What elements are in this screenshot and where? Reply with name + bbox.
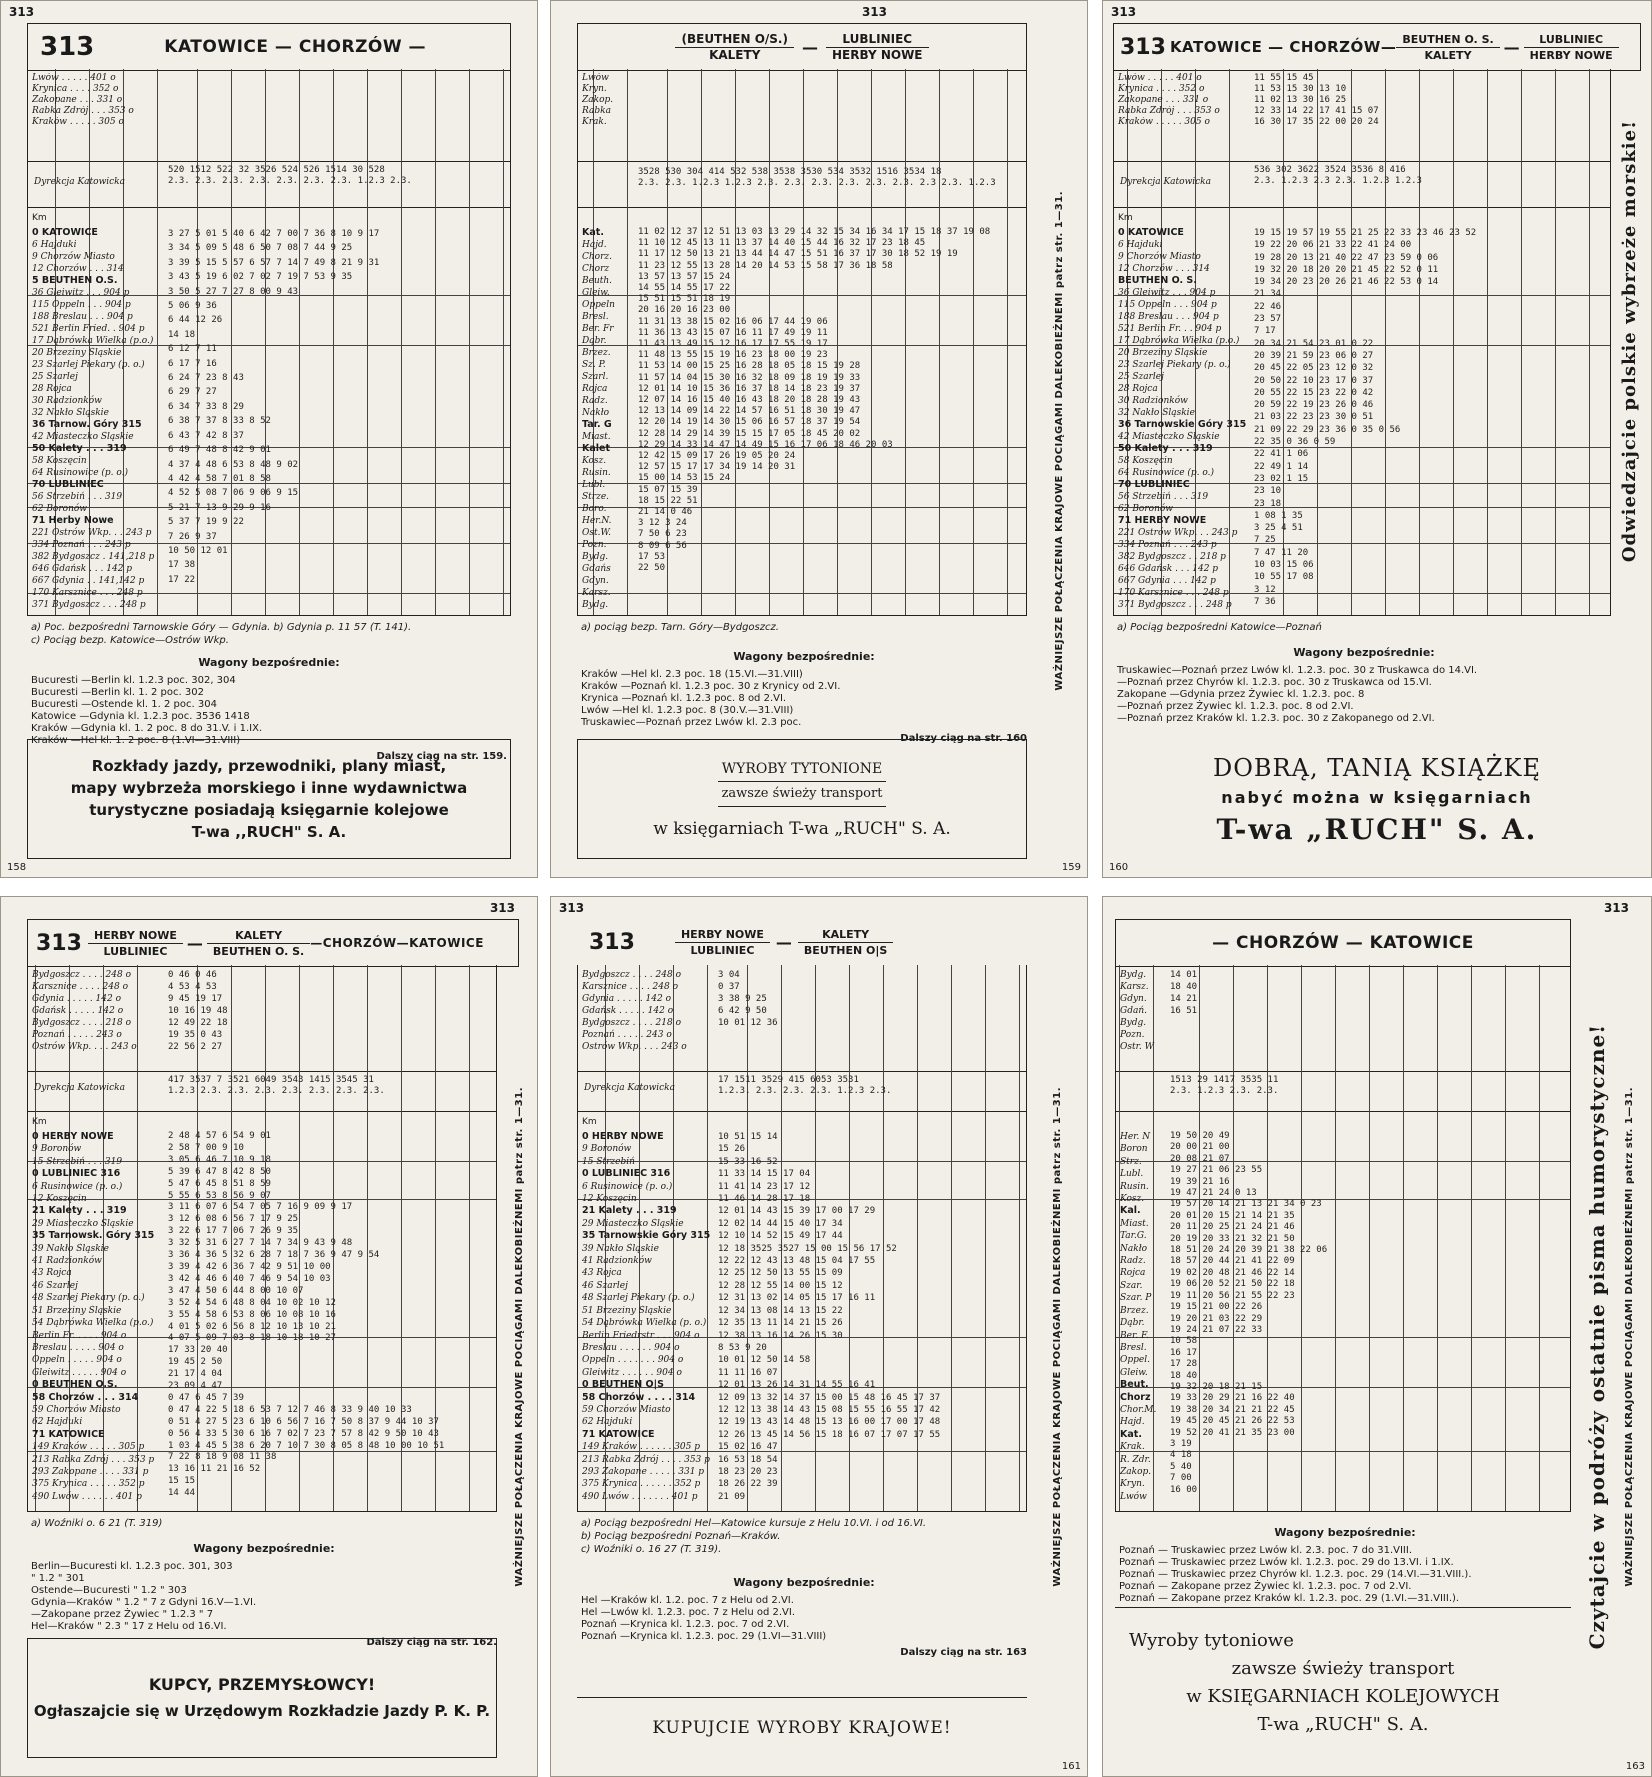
origin-station-list: Bydgoszcz . . . . 248 o Karsznice . . . . 248 o Gdynia . . . . . 142 o Gdańsk . . . . . 142 o Bydgoszcz . . . . 218 o Poznań . . . . . 243 o Ostrów Wkp. . . . 243 o bbox=[32, 970, 137, 1052]
train-number-rows: 17 1511 3529 415 6053 3531 1.2.3. 2.3. 2.3. 2.3. 1.2.3 2.3. bbox=[718, 1075, 892, 1096]
table-number: 313 bbox=[589, 929, 635, 955]
station-list: Kat. Hajd. Chorz. Chorz Beuth. Gleiw. Oppeln Bresl. Ber. Fr Dąbr. Brzez. Sz. P. Szarl. Rojca Radz. Nakło Tar. G Miast. Kalet Kosz. Rusin. Lubl. Strze. Boro. Her.N. Ost.W. Pozn. Bydg. Gdańs Gdyn. Karsz. Bydg. bbox=[582, 227, 615, 610]
time-rows: 10 51 15 14 15 26 15 33 16 52 11 33 14 15 17 04 11 41 14 23 17 12 11 46 14 28 17 18 12 01 14 43 15 39 17 00 17 29 12 02 14 44 15 40 17 34 12 10 14 52 15 49 17 44 12 18 3525 3527 15 00 15 56 17 52 12 22 12 43 13 48 15 04 17 55 12 25 12 50 13 55 15 09 12 28 12 55 14 00 15 12 12 31 13 02 14 05 15 17 16 11 12 34 13 08 14 13 15 22 12 35 13 11 14 21 15 26 12 38 13 16 14 26 15 30 8 53 9 20 10 01 12 50 14 58 11 11 16 07 12 01 13 26 14 31 14 55 16 41 12 09 13 32 14 37 15 00 15 48 16 45 17 37 12 12 13 38 14 43 15 08 15 55 16 55 17 42 12 19 13 43 14 48 15 13 16 00 17 00 17 48 12 26 13 45 14 56 15 18 16 07 17 07 17 55 15 02 16 47 16 53 18 54 18 23 20 23 18 26 22 39 21 09 bbox=[718, 1132, 941, 1502]
direction-label: Dyrekcja Katowicka bbox=[1120, 177, 1212, 187]
train-number-rows: 1513 29 1417 3535 11 2.3. 1.2.3 2.3. 2.3. bbox=[1170, 1075, 1279, 1096]
side-banner: WAŻNIEJSZE POŁĄCZENIA KRAJOWE POCIĄGAMI DALEKOBIEŻNEMI patrz str. 1—31. bbox=[1051, 1087, 1063, 1587]
side-banner: WAŻNIEJSZE POŁĄCZENIA KRAJOWE POCIĄGAMI DALEKOBIEŻNEMI patrz str. 1—31. bbox=[1623, 1087, 1635, 1587]
direction-label: Dyrekcja Katowicka bbox=[34, 1083, 126, 1093]
origin-connections-block bbox=[577, 965, 1027, 1072]
timetable-page-161 bbox=[550, 896, 1088, 1777]
through-coaches: Wagony bezpośrednie: Truskawiec—Poznań przez Lwów kl. 1.2.3. poc. 30 z Truskawca do 14.VI. —Poznań przez Chyrów kl. 1.2.3. poc. 30 z Truskawca od 15.VI. Zakopane —Gdynia przez Żywiec kl. 1.2.3. poc. 8 —Poznań przez Żywiec kl. 1.2.3. poc. 8 od 2.VI. —Poznań przez Kraków kl. 1.2.3. poc. 30 z Zakopanego od 2.VI. bbox=[1117, 646, 1478, 724]
train-number-rows: 417 3537 7 3521 6049 3543 1415 3545 31 1.2.3 2.3. 2.3. 2.3. 2.3. 2.3. 2.3. 2.3. bbox=[168, 1075, 385, 1096]
time-rows: 11 02 12 37 12 51 13 03 13 29 14 32 15 34 16 34 17 15 18 37 19 08 11 10 12 45 13 11 13 37 14 40 15 44 16 32 17 23 18 45 11 17 12 50 13 21 13 44 14 47 15 51 16 37 17 30 18 52 19 19 11 23 12 55 13 28 14 20 14 53 15 58 17 36 18 58 13 57 13 57 15 24 14 55 14 55 17 22 15 51 15 51 18 19 20 16 20 16 23 00 11 31 13 38 15 02 16 06 17 44 19 06 11 36 13 43 15 07 16 11 17 49 19 11 11 43 13 49 15 12 16 17 17 55 19 17 11 48 13 55 15 19 16 23 18 00 19 23 11 53 14 00 15 25 16 28 18 05 18 15 19 28 11 57 14 04 15 30 16 32 18 09 18 19 19 33 12 01 14 10 15 36 16 37 18 14 18 23 19 37 12 07 14 16 15 40 16 43 18 20 18 28 19 43 12 13 14 09 14 22 14 57 16 51 18 30 19 47 12 20 14 19 14 30 15 06 16 57 18 37 19 54 12 28 14 29 14 39 15 15 17 05 18 45 20 02 12 29 14 33 14 47 14 49 15 16 17 06 18 46 20 03 12 42 15 09 17 26 19 05 20 24 12 57 15 17 17 34 19 14 20 31 15 00 14 53 15 24 15 07 15 39 18 15 22 51 21 14 0 46 3 12 3 24 7 50 6 23 8 09 6 56 17 53 22 50 bbox=[638, 227, 991, 574]
train-number-block bbox=[577, 161, 1027, 208]
page-section-number: 313 bbox=[559, 901, 585, 915]
origin-connections-block bbox=[577, 69, 1027, 162]
through-coaches: Wagony bezpośrednie: Berlin—Bucuresti kl. 1.2.3 poc. 301, 303 " 1.2 " 301 Ostende—Bucuresti " 1.2 " 303 Gdynia—Kraków " 1.2 " 7 z Gdyni 16.V—1.VI. —Zakopane przez Żywiec " 1.2.3 " 7 Hel—Kraków " 2.3 " 17 z Helu od 16.VI. Dalszy ciąg na str. 162. bbox=[31, 1542, 497, 1648]
origin-station-list: Lwów . . . . . 401 o Krynica . . . . 352 o Zakopane . . . 331 o Rabka Zdrój . . . 353 o Kraków . . . . . 305 o bbox=[32, 73, 134, 127]
train-number-block bbox=[1113, 161, 1611, 208]
through-coaches: Wagony bezpośrednie: Poznań — Truskawiec przez Lwów kl. 2.3. poc. 7 do 31.VIII. Poznań — Truskawiec przez Lwów kl. 1.2.3. poc. 29 do 13.VI. i 1.IX. Poznań — Truskawiec przez Chyrów kl. 1.2.3. poc. 29 (14.VI.—31.VIII.). Poznań — Zakopane przez Żywiec kl. 1.2.3. poc. 7 od 2.VI. Poznań — Zakopane przez Kraków kl. 1.2.3. poc. 29 (1.VI.—31.VIII.). bbox=[1119, 1526, 1472, 1604]
timetable-body bbox=[577, 1111, 1027, 1512]
page-number: 160 bbox=[1109, 862, 1129, 873]
timetable-page-159 bbox=[550, 0, 1088, 878]
continued-note: Dalszy ciąg na str. 160 bbox=[900, 733, 1027, 744]
station-list: 0 KATOWICE 6 Hajduki 9 Chorzów Miasto 12 Chorzów . . . 314 5 BEUTHEN O.S. 36 Gleiwitz . . . 904 p 115 Oppeln . . . 904 p 188 Breslau . . . 904 p 521 Berlin Fried. . 904 p 17 Dąbrówka Wielka (p.o.) 20 Brzeziny Śląskie 23 Szarlej Piekary (p. o.) 25 Szarlej 28 Rojca 30 Radzionków 32 Nakło Śląskie 36 Tarnow. Góry 315 42 Miasteczko Śląskie 50 Kalety . . . 319 58 Koszęcin 64 Rusinowice (p. o.) 70 LUBLINIEC 56 Strzebiń . . . 319 62 Boronów 71 Herby Nowe 221 Ostrów Wkp. . . 243 p 334 Poznań . . . 243 p 382 Bydgoszcz . 141,218 p 646 Gdańsk . . . 142 p 667 Gdynia . . 141,142 p 170 Karsznice . . . 248 p 371 Bydgoszcz . . . 248 p bbox=[32, 227, 155, 610]
side-banner: WAŻNIEJSZE POŁĄCZENIA KRAJOWE POCIĄGAMI DALEKOBIEŻNEMI patrz str. 1—31. bbox=[513, 1087, 525, 1587]
route-block-b: LUBLINIEC HERBY NOWE bbox=[826, 32, 929, 63]
time-rows: 19 50 20 49 20 00 21 00 20 08 21 07 19 27 21 06 23 55 19 39 21 16 19 47 21 24 0 13 19 57 20 14 21 13 21 34 0 23 20 01 20 15 21 14 21 35 20 11 20 25 21 24 21 46 20 19 20 33 21 32 21 50 18 51 20 24 20 39 21 38 22 06 18 57 20 44 21 41 22 09 19 02 20 48 21 46 22 14 19 06 20 52 21 50 22 18 19 11 20 56 21 55 22 23 19 15 21 00 22 26 19 20 21 03 22 29 19 24 21 07 22 33 10 58 16 17 17 28 18 40 19 32 20 18 21 15 19 33 20 29 21 16 22 40 19 38 20 34 21 21 22 45 19 45 20 45 21 26 22 53 19 52 20 41 21 35 23 00 3 19 4 18 5 40 7 00 16 00 bbox=[1170, 1131, 1328, 1495]
origin-station-list: Bydg. Karsz. Gdyn. Gdań. Bydg. Pozn. Ostr. W bbox=[1120, 970, 1154, 1052]
route-title: KATOWICE — CHORZÓW— bbox=[1169, 38, 1397, 56]
page-section-number: 313 bbox=[9, 5, 35, 19]
origin-station-list: Lwów Kryn. Zakop. Rabka Krak. bbox=[582, 73, 614, 127]
table-number: 313 bbox=[40, 32, 95, 62]
timetable-page-160 bbox=[1102, 0, 1652, 878]
table-header bbox=[27, 23, 511, 71]
footnotes: a) Woźniki o. 6 21 (T. 319) bbox=[31, 1518, 163, 1529]
train-number-block bbox=[577, 1071, 1027, 1112]
station-list: 0 HERBY NOWE 9 Boronów 15 Strzebiń 0 LUBLINIEC 316 6 Rusinowice (p. o.) 12 Koszęcin 21 Kalety . . . 319 29 Miasteczko Śląskie 35 Tarnowskie Góry 315 39 Nakło Śląskie 41 Radzionków 43 Rojca 46 Szarlej 48 Szarlej Piekary (p. o.) 51 Brzeziny Śląskie 54 Dąbrówka Wielka (p. o.) Berlin Friedrstr . . . 904 o Breslau . . . . . . 904 o Oppeln . . . . . . . 904 o Gleiwitz . . . . . . 904 o 0 BEUTHEN O|S 58 Chorzów . . . . 314 59 Chorzów Miasto 62 Hajduki 71 KATOWICE 149 Kraków . . . . . . 305 p 213 Rabka Zdrój . . . . 353 p 293 Zakopane . . . . . 331 p 375 Krynica . . . . . . 352 p 490 Lwów . . . . . . . 401 p bbox=[582, 1131, 711, 1502]
km-label: Km bbox=[1118, 213, 1133, 223]
advertisement-tobacco-stations: Wyroby tytoniowe zawsze świeży transport w KSIĘGARNIACH KOLEJOWYCH T-wa „RUCH" S. A. bbox=[1115, 1607, 1571, 1758]
advertisement-domestic: KUPUJCIE WYROBY KRAJOWE! bbox=[577, 1697, 1027, 1758]
time-rows: 2 48 4 57 6 54 9 01 2 58 7 00 9 10 3 05 6 46 7 10 9 18 5 39 6 47 8 42 8 50 5 47 6 45 8 51 8 59 5 55 6 53 8 56 9 07 3 11 6 07 6 54 7 05 7 16 9 09 9 17 3 12 6 08 6 56 7 17 9 25 3 22 6 17 7 06 7 26 9 35 3 32 5 31 6 27 7 14 7 34 9 43 9 48 3 36 4 36 5 32 6 28 7 18 7 36 9 47 9 54 3 39 4 42 6 36 7 42 9 51 10 00 3 42 4 46 6 40 7 46 9 54 10 03 3 47 4 50 6 44 8 00 10 07 3 52 4 54 6 48 8 04 10 02 10 12 3 55 4 58 6 53 8 06 10 08 10 16 4 01 5 02 6 56 8 12 10 13 10 21 4 07 5 09 7 03 8 18 10 18 10 27 17 33 20 40 19 45 2 50 21 17 4 04 23 09 4 47 0 47 6 45 7 39 0 47 4 22 5 18 6 53 7 12 7 46 8 33 9 40 10 33 0 51 4 27 5 23 6 10 6 56 7 16 7 50 8 37 9 44 10 37 0 56 4 33 5 30 6 16 7 02 7 23 7 57 8 42 9 50 10 43 1 03 4 45 5 38 6 20 7 10 7 30 8 05 8 48 10 00 10 51 7 22 8 18 9 08 11 38 13 16 11 21 16 52 15 15 14 44 bbox=[168, 1131, 445, 1499]
table-number: 313 bbox=[36, 930, 82, 956]
continued-note: Dalszy ciąg na str. 163 bbox=[900, 1647, 1027, 1658]
origin-time-rows: 11 55 15 45 11 53 15 30 13 10 11 02 13 30 16 25 12 33 14 22 17 41 15 07 16 30 17 35 22 00 20 24 bbox=[1254, 73, 1379, 127]
route-title: —CHORZÓW—KATOWICE bbox=[310, 936, 484, 950]
origin-connections-block bbox=[27, 965, 497, 1072]
time-rows: 19 15 19 57 19 55 21 25 22 33 23 46 23 52 19 22 20 06 21 33 22 41 24 00 19 28 20 13 21 40 22 47 23 59 0 06 19 32 20 18 20 20 21 45 22 52 0 11 19 34 20 23 20 26 21 46 22 53 0 14 21 34 22 46 23 57 7 17 20 34 21 54 23 01 0 22 20 39 21 59 23 06 0 27 20 45 22 05 23 12 0 32 20 50 22 10 23 17 0 37 20 55 22 15 23 22 0 42 20 59 22 19 23 26 0 46 21 03 22 23 23 30 0 51 21 09 22 29 23 36 0 35 0 56 22 35 0 36 0 59 22 41 1 06 22 49 1 14 23 02 1 15 23 10 23 18 1 08 1 35 3 25 4 51 7 25 7 47 11 20 10 03 15 06 10 55 17 08 3 12 7 36 bbox=[1254, 228, 1477, 607]
timetable-page-163 bbox=[1102, 896, 1652, 1777]
station-list: Her. N Boron Strz. Lubl. Rusin. Kosz. Kal. Miast. Tar.G. Nakło Radz. Rojca Szar. Szar. P Brzez. Dąbr. Ber. F. Bresl. Oppel. Gleiw. Beut. Chorz Chor.M. Hajd. Kat. Krak. R. Zdr. Zakop. Kryn. Lwów bbox=[1120, 1132, 1157, 1502]
timetable-body bbox=[27, 1111, 497, 1512]
table-number: 313 bbox=[1120, 34, 1166, 60]
footnotes: a) Poc. bezpośredni Tarnowskie Góry — Gdynia. b) Gdynia p. 11 57 (T. 141). c) Pociąg bezp. Katowice—Ostrów Wkp. bbox=[31, 622, 412, 646]
timetable-body bbox=[1113, 207, 1611, 616]
page-section-number: 313 bbox=[1603, 901, 1629, 915]
through-coaches: Wagony bezpośrednie: Kraków —Hel kl. 2.3 poc. 18 (15.VI.—31.VIII) Kraków —Poznań kl. 1.2.3 poc. 30 z Krynicy od 2.VI. Krynica —Poznań kl. 1.2.3 poc. 8 od 2.VI. Lwów —Hel kl. 1.2.3 poc. 8 (30.V.—31.VIII) Truskawiec—Poznań przez Lwów kl. 2.3 poc. Dalszy ciąg na str. 160 bbox=[581, 650, 1027, 744]
origin-connections-block bbox=[1113, 69, 1611, 162]
origin-station-list: Lwów . . . . . 401 o Krynica . . . . 352 o Zakopane . . . 331 o Rabka Zdrój . . . 353 o Kraków . . . . . 305 o bbox=[1118, 73, 1220, 127]
side-banner: WAŻNIEJSZE POŁĄCZENIA KRAJOWE POCIĄGAMI DALEKOBIEŻNEMI patrz str. 1—31. bbox=[1053, 191, 1065, 691]
route-title: KATOWICE — CHORZÓW — bbox=[164, 37, 427, 57]
timetable-body bbox=[27, 207, 511, 616]
table-header: 313 HERBY NOWE LUBLINIEC — KALETY BEUTHEN O|S bbox=[577, 919, 1027, 965]
page-number: 163 bbox=[1625, 1761, 1645, 1772]
station-list: 0 KATOWICE 6 Hajduki 9 Chorzów Miasto 12 Chorzów . . . 314 BEUTHEN O. S. 36 Gleiwitz . . . 904 p 115 Oppeln . . . 904 p 188 Breslau . . . 904 p 521 Berlin Fr. . . 904 p 17 Dąbrówka Wielka (p.o.) 20 Brzeziny Śląskie 23 Szarlej Piekary (p. o.) 25 Szarlej 28 Rojca 30 Radzionków 32 Nakło Śląskie 36 Tarnowskie Góry 315 42 Miasteczko Śląskie 50 Kalety . . . 319 58 Koszęcin 64 Rusinowice (p. o.) 70 LUBLINIEC 56 Strzebiń . . . 319 62 Boronów 71 HERBY NOWE 221 Ostrów Wkp. . . 243 p 334 Poznań . . . 243 p 382 Bydgoszcz . . 218 p 646 Gdańsk . . . 142 p 667 Gdynia . . . 142 p 170 Karsznice . . . 248 p 371 Bydgoszcz . . . 248 p bbox=[1118, 227, 1247, 610]
advertisement-merchants: KUPCY, PRZEMYSŁOWCY! Ogłaszajcie się w Urzędowym Rozkładzie Jazdy P. K. P. bbox=[27, 1638, 497, 1758]
km-label: Km bbox=[32, 1117, 47, 1127]
direction-label: Dyrekcja Katowicka bbox=[34, 177, 126, 187]
table-header: 313 KATOWICE — CHORZÓW— BEUTHEN O. S. KALETY — LUBLINIEC HERBY NOWE bbox=[1113, 23, 1641, 71]
station-list: 0 HERBY NOWE 9 Boronów 15 Strzebiń . . . 319 0 LUBLINIEC 316 6 Rusinowice (p. o.) 12 Koszęcin 21 Kalety . . . 319 29 Miasteczko Śląskie 35 Tarnowsk. Góry 315 39 Nakło Śląskie 41 Radzionków 43 Rojca 46 Szarlej 48 Szarlej Piekary (p. o.) 51 Brzeziny Śląskie 54 Dąbrówka Wielka (p.o.) Berlin Fr. . . . . 904 o Breslau . . . . . 904 o Oppeln . . . . . 904 o Gleiwitz . . . . . 904 o 0 BEUTHEN O.S. 58 Chorzów . . . 314 59 Chorzów Miasto 62 Hajduki 71 KATOWICE 149 Kraków . . . . . 305 p 213 Rabka Zdrój . . . 353 p 293 Zakopane . . . . 331 p 375 Krynica . . . . . 352 p 490 Lwów . . . . . . 401 p bbox=[32, 1131, 155, 1502]
page-number: 159 bbox=[1061, 862, 1081, 873]
timetable-body bbox=[577, 207, 1027, 616]
through-coaches: Wagony bezpośrednie: Hel —Kraków kl. 1.2. poc. 7 z Helu od 2.VI. Hel —Lwów kl. 1.2.3. poc. 7 z Helu od 2.VI. Poznań —Krynica kl. 1.2.3. poc. 7 od 2.VI. Poznań —Krynica kl. 1.2.3. poc. 29 (1.VI—31.VIII) Dalszy ciąg na str. 163 bbox=[581, 1576, 1027, 1658]
origin-station-list: Bydgoszcz . . . . 248 o Karsznice . . . . 248 o Gdynia . . . . . 142 o Gdańsk . . . . . 142 o Bydgoszcz . . . . 218 o Poznań . . . . . 243 o Ostrów Wkp. . . . 243 o bbox=[582, 970, 687, 1052]
train-number-block bbox=[27, 161, 511, 208]
train-number-block bbox=[27, 1071, 497, 1112]
advertisement-tobacco: WYROBY TYTONIONE zawsze świeży transport w księgarniach T-wa „RUCH" S. A. bbox=[577, 739, 1027, 859]
page-number: 161 bbox=[1061, 1761, 1081, 1772]
page-section-number: 313 bbox=[489, 901, 515, 915]
origin-connections-block bbox=[1115, 965, 1571, 1072]
table-header: 313 HERBY NOWE LUBLINIEC — KALETY BEUTHEN O. S. —CHORZÓW—KATOWICE bbox=[27, 919, 519, 967]
origin-time-rows: 3 04 0 37 3 38 9 25 6 42 9 50 10 01 12 36 bbox=[718, 970, 778, 1028]
side-banner-humor: Czytajcie w podróży ostatnie pisma humorystyczne! bbox=[1585, 1024, 1609, 1650]
continued-note: Dalszy ciąg na str. 159. bbox=[376, 751, 507, 762]
route-block-a: (BEUTHEN O/S.) KALETY bbox=[675, 32, 794, 63]
train-number-rows: 3528 530 304 414 532 538 3538 3530 534 3532 1516 3534 18 2.3. 2.3. 1.2.3 1.2.3 2.3. 2.3. 2.3. 2.3. 2.3. 2.3. 2.3 2.3. 1.2.3 bbox=[638, 167, 996, 188]
timetable-page-158 bbox=[0, 0, 538, 878]
table-header: (BEUTHEN O/S.) KALETY — LUBLINIEC HERBY NOWE bbox=[577, 23, 1027, 71]
footnotes: a) Pociąg bezpośredni Katowice—Poznań bbox=[1117, 622, 1322, 633]
footnotes: a) pociąg bezp. Tarn. Góry—Bydgoszcz. bbox=[581, 622, 779, 633]
km-label: Km bbox=[582, 1117, 597, 1127]
continued-note: Dalszy ciąg na str. 162. bbox=[366, 1637, 497, 1648]
timetable-page-161-left bbox=[0, 896, 538, 1777]
footnotes: a) Pociąg bezpośredni Hel—Katowice kursuje z Helu 10.VI. i od 16.VI. b) Pociąg bezpośredni Poznań—Kraków. c) Woźniki o. 16 27 (T. 319). bbox=[581, 1518, 927, 1555]
origin-time-rows: 14 01 18 40 14 21 16 51 bbox=[1170, 970, 1198, 1016]
advertisement-books: DOBRĄ, TANIĄ KSIĄŻKĘ nabyć można w księgarniach T-wa „RUCH" S. A. bbox=[1213, 754, 1541, 846]
advertisement-ruch: Rozkłady jazdy, przewodniki, plany miast, mapy wybrzeża morskiego i inne wydawnictwa turystyczne posiadają księgarnie kolejowe T-wa ,,RUCH" S. A. bbox=[27, 739, 511, 859]
table-header bbox=[1115, 919, 1571, 967]
train-number-block bbox=[1115, 1071, 1571, 1112]
side-banner: Odwiedzajcie polskie wybrzeże morskie! bbox=[1618, 119, 1640, 563]
train-number-rows: 536 302 3622 3524 3536 8 416 2.3. 1.2.3 2.3 2.3. 1.2.3 1.2.3 bbox=[1254, 165, 1422, 186]
km-label: Km bbox=[32, 213, 47, 223]
route-title: — CHORZÓW — KATOWICE bbox=[1212, 933, 1474, 953]
page-number: 158 bbox=[7, 862, 27, 873]
time-rows: 3 27 5 01 5 40 6 42 7 00 7 36 8 10 9 17 3 34 5 09 5 48 6 50 7 08 7 44 9 25 3 39 5 15 5 57 6 57 7 14 7 49 8 21 9 31 3 43 5 19 6 02 7 02 7 19 7 53 9 35 3 50 5 27 7 27 8 00 9 43 5 06 9 36 6 44 12 26 14 18 6 12 7 11 6 17 7 16 6 24 7 23 8 43 6 29 7 27 6 34 7 33 8 29 6 38 7 37 8 33 8 52 6 43 7 42 8 37 6 49 7 48 8 42 9 01 4 37 4 48 6 53 8 48 9 02 4 42 4 58 7 01 8 58 4 52 5 08 7 06 9 06 9 15 5 21 7 13 9 29 9 16 5 37 7 19 9 22 7 26 9 37 10 50 12 01 17 38 17 22 bbox=[168, 229, 380, 585]
timetable-body bbox=[1115, 1111, 1571, 1512]
train-number-rows: 520 1512 522 32 3526 524 526 1514 30 528 2.3. 2.3. 2.3. 2.3. 2.3. 2.3. 2.3. 1.2.3 2.3. bbox=[168, 165, 412, 186]
direction-label: Dyrekcja Katowicka bbox=[584, 1083, 676, 1093]
page-section-number: 313 bbox=[1111, 5, 1137, 19]
origin-time-rows: 0 46 0 46 4 53 4 53 9 45 19 17 10 16 19 48 12 49 22 18 19 35 0 43 22 56 2 27 bbox=[168, 970, 228, 1052]
page-section-number: 313 bbox=[861, 5, 887, 19]
origin-connections-block bbox=[27, 69, 511, 162]
through-coaches: Wagony bezpośrednie: Bucuresti —Berlin kl. 1.2.3 poc. 302, 304 Bucuresti —Berlin kl. 1. 2 poc. 302 Bucuresti —Ostende kl. 1. 2 poc. 304 Katowice —Gdynia kl. 1.2.3 poc. 3536 1418 Kraków —Gdynia kl. 1. 2 poc. 8 do 31.V. i 1.IX. Kraków —Hel kl. 1. 2 poc. 8 (1.VI—31.VIII) Dalszy ciąg na str. 159. bbox=[31, 656, 507, 762]
